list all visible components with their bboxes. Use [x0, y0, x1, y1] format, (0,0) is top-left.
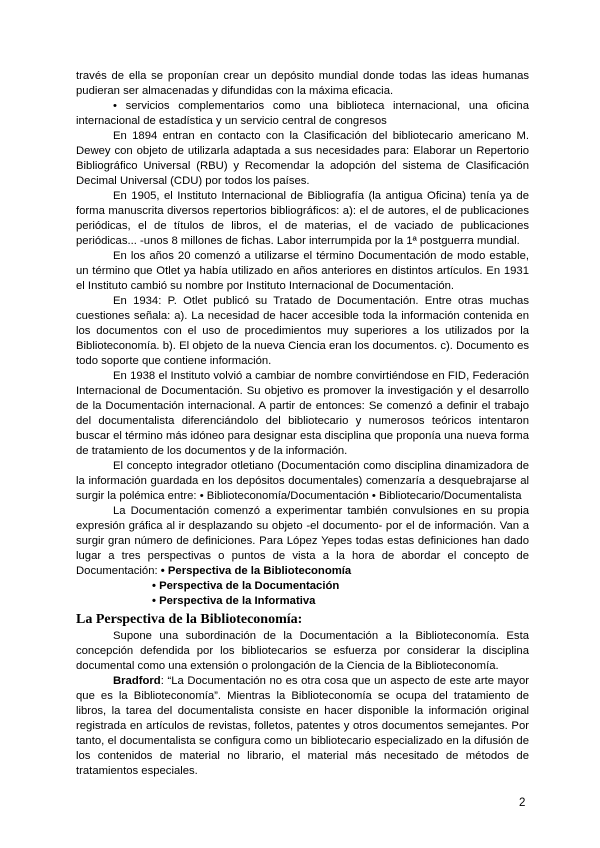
paragraph-10: Supone una subordinación de la Documentación a la Biblioteconomía. Esta concepción defendida por los bibliotecarios se esfuerza por considerar la disciplina documental como una extensión o prolongación de la Ciencia de la Biblioteconomía. [76, 630, 529, 672]
perspective-bullet-1: • Perspectiva de la Biblioteconomía [160, 565, 352, 577]
paragraph-4: En 1905, el Instituto Internacional de Bibliografía (la antigua Oficina) tenía ya de forma manuscrita diversos repertorios bibliográficos: a): el de autores, el de publicaciones periódicas, el de títulos de libros, el de materias, el de vaciado de publicaciones periódicas... -unos 8 millones de fichas. Labor interrumpida por la 1ª postguerra mundial. [76, 190, 529, 247]
paragraph-8: El concepto integrador otletiano (Documentación como disciplina dinamizadora de la información guardada en los depósitos documentales) comenzaría a desquebrajarse al surgir la polémica entre: • Biblioteconomía/Documentación • Bibliotecario/Documentalista [76, 460, 529, 502]
perspective-bullet-2: • Perspectiva de la Documentación [152, 580, 340, 592]
paragraph-6: En 1934: P. Otlet publicó su Tratado de Documentación. Entre otras muchas cuestiones señala: a). La necesidad de hacer accesible toda la información contenida en los documentos con el uso de procedimientos muy superiores a los utilizados por la Biblioteconomía. b). El objeto de la nueva Ciencia eran los documentos. c). Documento es todo soporte que contiene información. [76, 295, 529, 367]
paragraph-9 [76, 504, 529, 579]
paragraph-9-text: La Documentación comenzó a experimentar también convulsiones en su propia expresión gráfica al ir desplazando su objeto -el documento- por el de información. Van a surgir gran número de definiciones. Para López Yepes todas estas definiciones han dado lugar a tres perspectivas o puntos de vista a la hora de abordar el concepto de Documentación: [76, 505, 529, 577]
paragraph-11-text: : “La Documentación no es otra cosa que un aspecto de este arte mayor que es la Biblioteconomía”. Mientras la Biblioteconomía se ocupa del tratamiento de libros, la tarea del documentalista consiste en hacer disponible la información original registrada en artículos de revistas, folletos, patentes y otros documentos semejantes. Por tanto, el documentalista se configura como un bibliotecario especializado en la difusión de los contenidos de material no librario, el material más necesitado de métodos de tratamientos especiales. [76, 675, 529, 777]
page-number: 2 [519, 797, 526, 809]
paragraph-2-bullet: • servicios complementarios como una biblioteca internacional, una oficina internacional de estadística y un servicio central de congresos [76, 100, 529, 127]
paragraph-3: En 1894 entran en contacto con la Clasificación del bibliotecario americano M. Dewey con objeto de utilizarla adaptada a sus necesidades para: Elaborar un Repertorio Bibliográfico Universal (RBU) y Recomendar la adopción del sistema de Clasificación Decimal Universal (CDU) por todos los países. [76, 130, 529, 187]
paragraph-7: En 1938 el Instituto volvió a cambiar de nombre convirtiéndose en FID, Federación Internacional de Documentación. Su objetivo es promover la investigación y el desarrollo de la Documentación internacional. A partir de entonces: Se comenzó a definir el trabajo del documentalista diferenciándolo del bibliotecario y numerosos teóricos intentaron buscar el término más idóneo para designar esta disciplina que proponía una nueva forma de tratamiento de los documentos y de la información. [76, 370, 529, 457]
bradford-name: Bradford [113, 675, 161, 687]
perspective-bullet-3: • Perspectiva de la Informativa [152, 595, 316, 607]
paragraph-5: En los años 20 comenzó a utilizarse el término Documentación de modo estable, un término que Otlet ya había utilizado en años anteriores en distintos artículos. En 1931 el Instituto cambió su nombre por Instituto Internacional de Documentación. [76, 250, 529, 292]
paragraph-1: través de ella se proponían crear un depósito mundial donde todas las ideas humanas pudieran ser almacenadas y difundidas con la máxima eficacia. [76, 70, 529, 97]
paragraph-11 [76, 674, 529, 779]
section-heading: La Perspectiva de la Biblioteconomía: [76, 612, 303, 627]
body-text [76, 69, 529, 779]
